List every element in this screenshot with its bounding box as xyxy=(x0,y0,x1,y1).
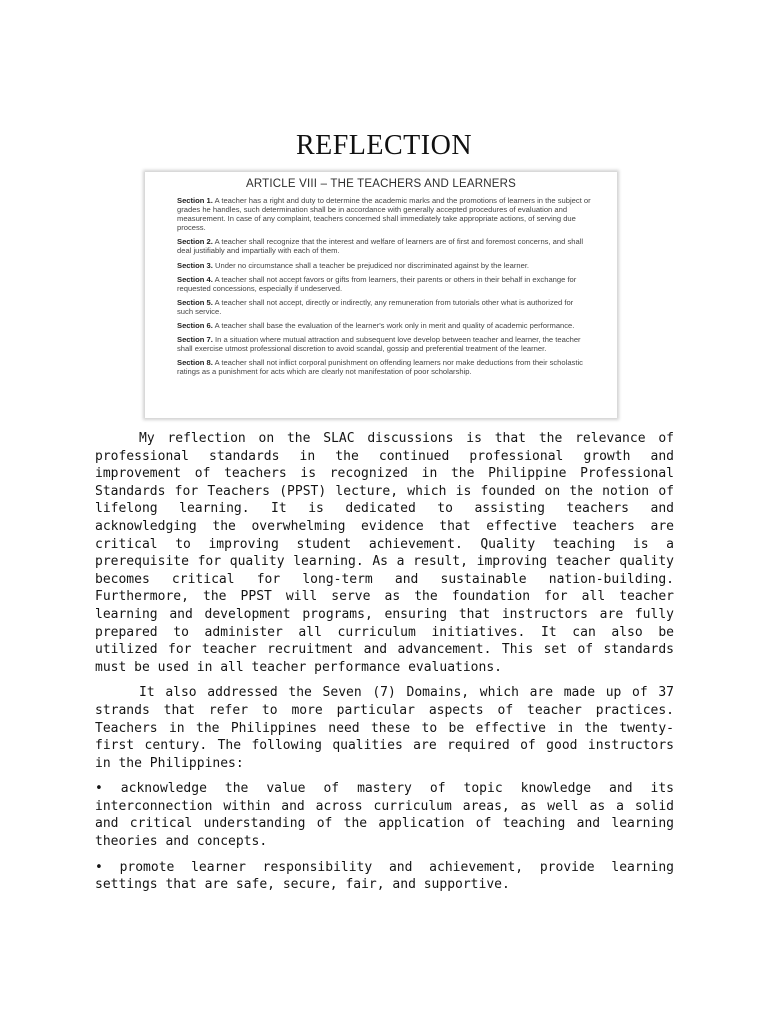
section-3 xyxy=(177,261,591,270)
section-2 xyxy=(177,237,591,255)
section-label: Section 7. xyxy=(177,335,213,345)
section-label: Section 3. xyxy=(177,260,213,270)
section-text: A teacher has a right and duty to determine the academic marks and the promotions of learners in the subject or grades he handles, such determination shall be in accordance with generally accepted procedures of evaluation and measurement. In case of any complaint, teachers concerned shall immediately take appropriate actions, of serving due process. xyxy=(177,196,591,233)
section-text: A teacher shall not accept, directly or indirectly, any remuneration from tutorials other what is authorized for such service. xyxy=(177,297,574,316)
bullet-item-1: • acknowledge the value of mastery of topic knowledge and its interconnection within and across curriculum areas, as well as a solid and critical understanding of the application of teaching and learning theories and concepts. xyxy=(95,781,674,850)
section-text: A teacher shall not inflict corporal punishment on offending learners nor make deductions from their scholastic ratings as a punishment for acts which are clearly not manifestation of poor scholarship. xyxy=(177,358,583,377)
section-text: Under no circumstance shall a teacher be prejudiced nor discriminated against by the learner. xyxy=(215,260,530,270)
article-heading: ARTICLE VIII – THE TEACHERS AND LEARNERS xyxy=(245,178,517,190)
section-label: Section 6. xyxy=(177,321,213,331)
section-label: Section 4. xyxy=(177,274,213,284)
section-label: Section 8. xyxy=(177,358,213,368)
section-7 xyxy=(177,335,591,353)
section-label: Section 1. xyxy=(177,196,213,205)
reflection-body xyxy=(95,430,674,902)
paragraph-2: It also addressed the Seven (7) Domains, which are made up of 37 strands that refer to more particular aspects of teacher practices. Teachers in the Philippines need these to be effective in the twenty-first century. The following qualities are required of good instructors in the Philippines: xyxy=(95,685,674,771)
section-8 xyxy=(177,358,591,376)
section-1 xyxy=(177,196,591,232)
page-title: REFLECTION xyxy=(295,130,473,161)
paragraph-1: My reflection on the SLAC discussions is that the relevance of professional standards in the continued professional growth and improvement of teachers is recognized in the Philippine Professional Standards for Teachers (PPST) lecture, which is founded on the notion of lifelong learning. It is dedicated to assisting teachers and acknowledging the overwhelming evidence that effective teachers are critical to improving student achievement. Quality teaching is a prerequisite for quality learning. As a result, improving teacher quality becomes critical for long-term and sustainable nation-building. Furthermore, the PPST will serve as the foundation for all teacher learning and development programs, ensuring that instructors are fully prepared to administer all curriculum initiatives. It can also be utilized for teacher recruitment and advancement. This set of standards must be used in all teacher performance evaluations. xyxy=(95,431,674,675)
section-6 xyxy=(177,321,591,330)
section-text: A teacher shall base the evaluation of the learner's work only in merit and quality of academic performance. xyxy=(214,321,575,331)
section-5 xyxy=(177,298,591,316)
section-label: Section 5. xyxy=(177,297,213,307)
section-4 xyxy=(177,275,591,293)
section-text: In a situation where mutual attraction and subsequent love develop between teacher and learner, the teacher shall exercise utmost professional discretion to avoid scandal, gossip and preferential treatment of the learner. xyxy=(177,335,581,354)
article-viii-image xyxy=(145,172,617,418)
bullet-item-2: • promote learner responsibility and achievement, provide learning settings that are safe, secure, fair, and supportive. xyxy=(95,859,674,893)
section-text: A teacher shall not accept favors or gifts from learners, their parents or others in their behalf in exchange for requested concessions, especially if undeserved. xyxy=(177,274,577,293)
section-label: Section 2. xyxy=(177,237,213,247)
section-text: A teacher shall recognize that the interest and welfare of learners are of first and foremost concerns, and shall deal justifiably and impartially with each of them. xyxy=(177,237,584,256)
